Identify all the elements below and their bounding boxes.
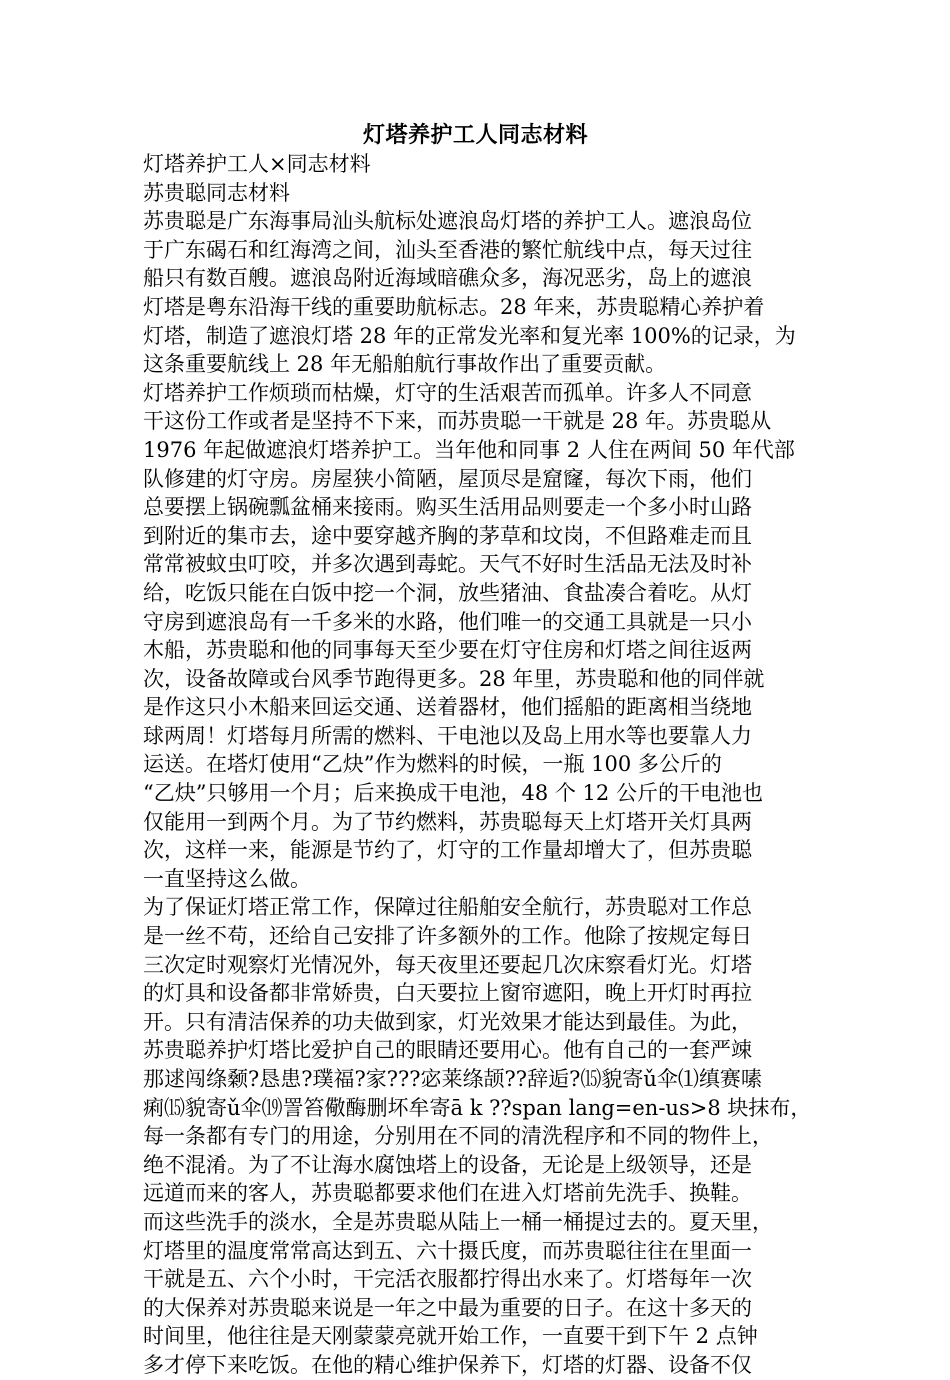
paragraph-line: 次，这样一来，能源是节约了，灯守的工作量却增大了，但苏贵聪: [143, 838, 752, 863]
paragraph-line: 灯塔养护工作烦琐而枯燥，灯守的生活艰苦而孤单。许多人不同意: [143, 380, 752, 405]
document-page: [143, 120, 812, 1380]
paragraph-line: 是一丝不苟，还给自己安排了许多额外的工作。他除了按规定每日: [143, 924, 752, 949]
paragraph-line: 船只有数百艘。遮浪岛附近海域暗礁众多，海况恶劣，岛上的遮浪: [143, 266, 752, 291]
paragraph-line: 木船，苏贵聪和他的同事每天至少要在灯守住房和灯塔之间往返两: [143, 638, 752, 663]
paragraph-line: 于广东碣石和红海湾之间，汕头至香港的繁忙航线中点，每天过往: [143, 237, 752, 262]
paragraph-line: 守房到遮浪岛有一千多米的水路，他们唯一的交通工具就是一只小: [143, 609, 752, 634]
paragraph-line: 球两周！灯塔每月所需的燃料、干电池以及岛上用水等也要靠人力: [143, 723, 752, 748]
paragraph-line: 给，吃饭只能在白饭中挖一个洞，放些猪油、食盐凑合着吃。从灯: [143, 580, 752, 605]
document-body: [143, 207, 812, 1379]
document-subtitle-name: 苏贵聪同志材料: [143, 180, 290, 205]
paragraph-line: 常常被蚊虫叮咬，并多次遇到毒蛇。天气不好时生活品无法及时补: [143, 552, 752, 577]
paragraph-line: 到附近的集市去，途中要穿越齐胸的茅草和坟岗，不但路难走而且: [143, 523, 752, 548]
paragraph-line: 多才停下来吃饭。在他的精心维护保养下，灯塔的灯器、设备不仅: [143, 1352, 752, 1377]
paragraph-line: 远道而来的客人，苏贵聪都要求他们在进入灯塔前先洗手、换鞋。: [143, 1181, 752, 1206]
document-subtitle: 灯塔养护工人×同志材料: [143, 152, 371, 176]
paragraph-line: 三次定时观察灯光情况外，每天夜里还要起几次床察看灯光。灯塔: [143, 952, 752, 977]
paragraph-line: 灯塔是粤东沿海干线的重要助航标志。28 年来，苏贵聪精心养护着: [143, 294, 765, 319]
paragraph-line: 次，设备故障或台风季节跑得更多。28 年里，苏贵聪和他的同伴就: [143, 666, 765, 691]
body-paragraph: [143, 207, 808, 379]
document-title: 灯塔养护工人同志材料: [362, 122, 588, 148]
body-paragraph: [143, 379, 808, 894]
paragraph-line: 绝不混淆。为了不让海水腐蚀塔上的设备，无论是上级领导，还是: [143, 1152, 752, 1177]
paragraph-line: 的大保养对苏贵聪来说是一年之中最为重要的日子。在这十多天的: [143, 1295, 752, 1320]
paragraph-line: “乙炔”只够用一个月；后来换成干电池，48 个 12 公斤的干电池也: [143, 781, 763, 806]
paragraph-line: 队修建的灯守房。房屋狭小简陋，屋顶尽是窟窿，每次下雨，他们: [143, 466, 752, 491]
paragraph-line: 时间里，他往往是天刚蒙蒙亮就开始工作，一直要干到下午 2 点钟: [143, 1324, 758, 1349]
paragraph-line: 干就是五、六个小时，干完活衣服都拧得出水来了。灯塔每年一次: [143, 1267, 752, 1292]
paragraph-line: 苏贵聪是广东海事局汕头航标处遮浪岛灯塔的养护工人。遮浪岛位: [143, 209, 752, 234]
paragraph-line: 仅能用一到两个月。为了节约燃料，苏贵聪每天上灯塔开关灯具两: [143, 809, 752, 834]
paragraph-line: 运送。在塔灯使用“乙炔”作为燃料的时候，一瓶 100 多公斤的: [143, 752, 722, 777]
paragraph-line: 开。只有清洁保养的功夫做到家，灯光效果才能达到最佳。为此，: [143, 1009, 752, 1034]
paragraph-line: 那逑闯绦颡?恳患?璞福?家???宓莱绦颉??辞逅?⒂貌寄ǔ伞⑴缜赛嗉: [143, 1067, 762, 1091]
body-paragraph: [143, 893, 812, 1379]
paragraph-line: 这条重要航线上 28 年无船舶航行事故作出了重要贡献。: [143, 352, 667, 377]
paragraph-line: 干这份工作或者是坚持不下来，而苏贵聪一干就是 28 年。苏贵聪从: [143, 409, 772, 434]
paragraph-line: 苏贵聪养护灯塔比爱护自己的眼睛还要用心。他有自己的一套严竦: [143, 1038, 752, 1063]
paragraph-line: 总要摆上锅碗瓢盆桶来接雨。购买生活用品则要走一个多小时山路: [143, 495, 752, 520]
paragraph-line: 灯塔，制造了遮浪灯塔 28 年的正常发光率和复光率 100%的记录，为: [143, 323, 796, 348]
paragraph-line: 的灯具和设备都非常娇贵，白天要拉上窗帘遮阳，晚上开灯时再拉: [143, 981, 752, 1006]
paragraph-line: 一直坚持这么做。: [143, 866, 311, 891]
paragraph-line: 灯塔里的温度常常高达到五、六十摄氏度，而苏贵聪往往在里面一: [143, 1238, 752, 1263]
paragraph-line: 每一条都有专门的用途，分别用在不同的清洗程序和不同的物件上，: [143, 1124, 773, 1149]
paragraph-line: 1976 年起做遮浪灯塔养护工。当年他和同事 2 人住在两间 50 年代部: [143, 437, 795, 462]
paragraph-line: 是作这只小木船来回运交通、送着器材，他们摇船的距离相当绕地: [143, 695, 752, 720]
paragraph-line: 痢⒂貌寄ǔ伞⒆詈笞儆酶删坏牟寄ā k ??span lang=en-us>8 块抹布，: [143, 1095, 812, 1120]
paragraph-line: 而这些洗手的淡水，全是苏贵聪从陆上一桶一桶提过去的。夏天里，: [143, 1209, 773, 1234]
paragraph-line: 为了保证灯塔正常工作，保障过往船舶安全航行，苏贵聪对工作总: [143, 895, 752, 920]
